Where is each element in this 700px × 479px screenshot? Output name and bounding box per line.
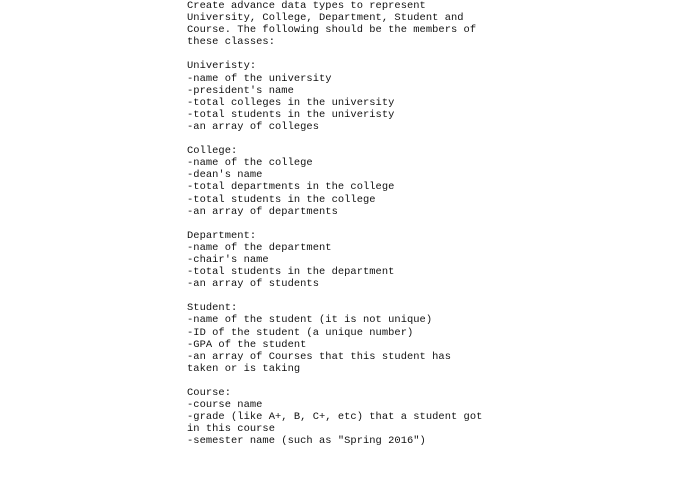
spacer	[187, 290, 687, 302]
member-item: -course name	[187, 399, 263, 412]
spacer	[187, 375, 687, 387]
section-course	[187, 387, 687, 447]
section-college	[187, 145, 687, 218]
member-item: -total students in the college	[187, 193, 376, 206]
intro-line: Course. The following should be the members of	[187, 24, 477, 37]
member-item: -total students in the department	[187, 266, 395, 279]
section-title-course: Course:	[187, 387, 231, 399]
section-university	[187, 60, 687, 133]
intro-line: these classes:	[187, 36, 275, 49]
section-student	[187, 302, 687, 375]
member-item: -dean's name	[187, 169, 263, 182]
spacer	[187, 48, 687, 60]
member-item: -name of the college	[187, 157, 313, 170]
member-item: -name of the student (it is not unique)	[187, 314, 433, 327]
intro-line: University, College, Department, Student and	[187, 12, 464, 25]
section-title-student: Student:	[187, 302, 238, 315]
spacer	[187, 133, 687, 145]
spacer	[187, 218, 687, 230]
member-item: -name of the department	[187, 241, 332, 254]
member-item: -name of the university	[187, 72, 332, 85]
intro-paragraph	[187, 0, 687, 48]
member-item: -total colleges in the university	[187, 96, 395, 109]
member-item: -semester name (such as "Spring 2016")	[187, 435, 426, 448]
intro-line: Create advance data types to represent	[187, 0, 426, 12]
member-item: in this course	[187, 423, 275, 436]
section-title-college: College:	[187, 145, 238, 158]
member-item: -grade (like A+, B, C+, etc) that a student got	[187, 411, 483, 424]
section-title-university: Univeristy:	[187, 60, 257, 73]
member-item: -chair's name	[187, 253, 269, 266]
member-item: -an array of students	[187, 278, 319, 291]
member-item: -an array of departments	[187, 205, 338, 218]
assignment-document	[187, 0, 687, 447]
member-item: -total students in the univeristy	[187, 108, 395, 121]
member-item: -an array of Courses that this student has	[187, 350, 451, 363]
member-item: -president's name	[187, 84, 294, 97]
member-item: -ID of the student (a unique number)	[187, 326, 414, 339]
section-title-department: Department:	[187, 229, 257, 242]
member-item: taken or is taking	[187, 362, 301, 375]
section-department	[187, 230, 687, 290]
member-item: -total departments in the college	[187, 181, 395, 194]
member-item: -an array of colleges	[187, 120, 319, 133]
member-item: -GPA of the student	[187, 338, 307, 351]
